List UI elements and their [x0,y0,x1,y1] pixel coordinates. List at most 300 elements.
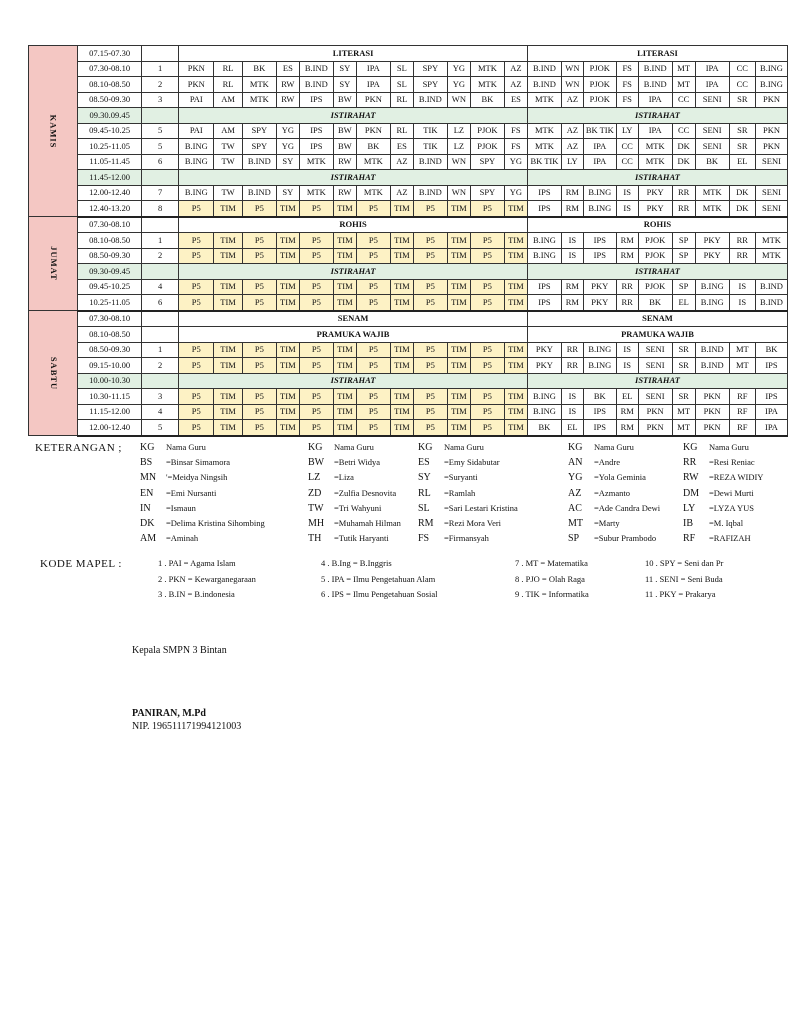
schedule-row [29,46,788,62]
schedule-cell: LY [616,123,638,139]
schedule-cell: TIM [447,389,470,405]
day-label-text: JUMAT [48,246,59,281]
schedule-cell: PKY [695,248,729,264]
teacher-name: =Muhamah Hilman [334,517,401,528]
teacher-entry [418,455,518,470]
keterangan-title: KETERANGAN ; [35,442,122,454]
teacher-column [568,440,660,546]
teacher-entry [418,440,518,455]
period-number: 2 [141,77,178,93]
period-number: 1 [141,342,178,358]
activity-bar-left: ISTIRAHAT [179,264,528,280]
teacher-code: MH [308,517,325,529]
schedule-cell: IS [729,279,755,295]
schedule-row [29,77,788,93]
schedule-cell: LZ [447,139,470,155]
period-number: 4 [141,279,178,295]
schedule-cell: PJOK [470,139,504,155]
teacher-entry [308,486,401,501]
schedule-cell: SENI [638,389,672,405]
schedule-cell: PKN [755,139,787,155]
teacher-name: =M. Iqbal [709,517,744,528]
schedule-cell: CC [616,154,638,170]
time-slot: 07.30-08.10 [78,311,142,327]
subject-code-entry: 6 . IPS = Ilmu Pengetahuan Sosial [321,589,438,599]
teacher-code: AM [140,533,157,545]
schedule-cell: IPS [583,404,616,420]
time-slot: 08.50-09.30 [78,342,142,358]
schedule-cell: IPA [755,404,787,420]
schedule-grid [28,45,788,437]
schedule-cell: TIM [504,279,527,295]
principal-name: PANIRAN, M.Pd [132,708,206,719]
schedule-cell: RF [729,404,755,420]
teacher-name: =Sari Lestari Kristina [444,502,518,513]
schedule-cell: B.IND [638,61,672,77]
schedule-cell: CC [672,92,695,108]
schedule-cell: PKY [583,279,616,295]
schedule-cell: WN [561,77,583,93]
schedule-cell: TIM [214,248,243,264]
schedule-cell: IPA [695,77,729,93]
schedule-cell: P5 [242,389,276,405]
schedule-cell: PKY [638,185,672,201]
schedule-cell: TIM [504,342,527,358]
schedule-cell: P5 [413,389,447,405]
time-slot: 10.25-11.05 [78,139,142,155]
schedule-cell: RW [276,92,299,108]
schedule-row [29,170,788,186]
day-label-text: SABTU [48,356,59,390]
schedule-cell: PJOK [583,77,616,93]
schedule-cell: P5 [470,389,504,405]
schedule-cell: IPS [299,123,333,139]
schedule-cell: ES [390,139,413,155]
activity-bar-right: ISTIRAHAT [527,170,787,186]
schedule-cell: FS [504,139,527,155]
schedule-cell: AZ [504,61,527,77]
schedule-cell: SENI [755,185,787,201]
time-slot: 10.25-11.05 [78,295,142,311]
schedule-cell: BK [470,92,504,108]
teacher-entry [418,470,518,485]
schedule-cell: IPS [527,201,561,217]
period-number: 7 [141,185,178,201]
schedule-cell: TIM [276,279,299,295]
teacher-entry [140,501,265,516]
schedule-cell: TIM [504,201,527,217]
schedule-cell: SY [276,154,299,170]
schedule-cell: TIM [390,248,413,264]
schedule-cell: RF [729,420,755,436]
schedule-cell: MTK [356,154,390,170]
period-number: 3 [141,389,178,405]
schedule-cell: TIM [333,358,356,374]
schedule-cell: B.IND [527,61,561,77]
schedule-cell: TIK [413,139,447,155]
schedule-cell: P5 [356,201,390,217]
schedule-cell: IPA [638,123,672,139]
time-slot: 08.50-09.30 [78,248,142,264]
schedule-cell: TIM [504,295,527,311]
schedule-row [29,108,788,124]
day-label-text: KAMIS [48,114,59,148]
schedule-cell: PKN [356,123,390,139]
schedule-cell: TIM [504,389,527,405]
schedule-cell: B.ING [583,358,616,374]
schedule-cell: B.ING [179,185,214,201]
schedule-cell: RL [214,77,243,93]
schedule-cell: P5 [179,233,214,249]
schedule-cell: CC [729,61,755,77]
schedule-cell: P5 [470,233,504,249]
period-number [141,217,178,233]
schedule-cell: RM [616,248,638,264]
schedule-cell: P5 [413,404,447,420]
teacher-name: Nama Guru [166,442,206,452]
subject-code-entry: 11 . SENI = Seni Buda [645,573,723,584]
teacher-code: IB [683,517,693,529]
teacher-code: BW [308,457,325,469]
schedule-cell: B.ING [527,248,561,264]
schedule-cell: P5 [356,389,390,405]
schedule-cell: ES [276,61,299,77]
schedule-cell: B.ING [527,233,561,249]
schedule-cell: P5 [299,404,333,420]
schedule-cell: TIM [214,358,243,374]
schedule-cell: MTK [527,139,561,155]
schedule-row [29,404,788,420]
schedule-cell: WN [447,154,470,170]
schedule-cell: RR [672,201,695,217]
schedule-cell: YG [504,154,527,170]
schedule-cell: TIM [276,233,299,249]
teacher-name: =Rezi Mora Veri [444,517,502,528]
teacher-name: =Liza [334,472,354,483]
schedule-cell: B.ING [583,201,616,217]
schedule-cell: SPY [413,61,447,77]
schedule-cell: RL [214,61,243,77]
schedule-cell: P5 [299,233,333,249]
teacher-code: KG [683,442,698,453]
schedule-cell: SENI [695,139,729,155]
schedule-cell: P5 [470,404,504,420]
schedule-cell: TIM [333,248,356,264]
time-slot: 10.00-10.30 [78,373,142,389]
period-number: 3 [141,92,178,108]
schedule-row [29,185,788,201]
schedule-cell: IS [561,233,583,249]
teacher-entry [568,531,660,546]
schedule-cell: TIM [504,358,527,374]
schedule-cell: P5 [179,420,214,436]
schedule-cell: TIM [390,295,413,311]
schedule-cell: EL [561,420,583,436]
schedule-cell: PKY [583,295,616,311]
schedule-cell: TIM [333,420,356,436]
subject-code-entry: 4 . B.Ing = B.Inggris [321,558,392,568]
schedule-cell: P5 [299,295,333,311]
schedule-cell: IPA [638,92,672,108]
schedule-cell: MTK [695,201,729,217]
schedule-cell: TIM [276,389,299,405]
time-slot: 08.10-08.50 [78,77,142,93]
schedule-cell: IPA [356,61,390,77]
schedule-cell: SR [729,92,755,108]
schedule-cell: MTK [356,185,390,201]
schedule-cell: B.ING [527,404,561,420]
schedule-cell: TIM [390,358,413,374]
time-slot: 11.45-12.00 [78,170,142,186]
schedule-cell: P5 [299,248,333,264]
time-slot: 11.15-12.00 [78,404,142,420]
schedule-cell: SPY [242,139,276,155]
schedule-cell: YG [447,77,470,93]
schedule-cell: CC [729,77,755,93]
schedule-cell: BK TIK [583,123,616,139]
schedule-cell: TIM [276,358,299,374]
schedule-cell: SR [672,358,695,374]
schedule-row [29,279,788,295]
teacher-name: =Ade Candra Dewi [594,502,661,513]
schedule-cell: MTK [299,185,333,201]
subject-code-entry: 5 . IPA = Ilmu Pengetahuan Alam [321,573,436,584]
schedule-cell: B.ING [695,279,729,295]
teacher-name: =Subur Prambodo [594,533,657,544]
schedule-cell: MT [672,420,695,436]
teacher-name: =Ramlah [444,487,476,498]
schedule-cell: PKY [638,201,672,217]
schedule-row [29,139,788,155]
activity-bar-right: SENAM [527,311,787,327]
schedule-cell: P5 [179,201,214,217]
schedule-cell: B.IND [413,92,447,108]
schedule-cell: RM [561,201,583,217]
time-slot: 09.45-10.25 [78,123,142,139]
subject-code-entry: 2 . PKN = Kewarganegaraan [158,573,256,584]
schedule-cell: IPA [583,139,616,155]
schedule-row [29,154,788,170]
schedule-cell: TIM [390,389,413,405]
schedule-cell: P5 [356,404,390,420]
schedule-cell: SR [729,139,755,155]
schedule-cell: P5 [179,389,214,405]
schedule-cell: PKY [527,358,561,374]
teacher-name: =Zulfia Desnovita [334,487,397,498]
period-number: 1 [141,61,178,77]
schedule-cell: TW [214,185,243,201]
schedule-cell: TIM [447,248,470,264]
teacher-code: SY [418,472,431,484]
schedule-cell: RR [616,295,638,311]
schedule-cell: TIM [276,201,299,217]
activity-bar-left: LITERASI [179,46,528,62]
teacher-entry [683,440,763,455]
period-number [141,373,178,389]
schedule-cell: MTK [638,139,672,155]
schedule-cell: B.IND [755,279,787,295]
subject-code-entry: 10 . SPY = Seni dan Pr [645,558,724,568]
teacher-entry [418,501,518,516]
schedule-cell: B.ING [583,342,616,358]
day-label [29,217,78,311]
schedule-cell: PJOK [583,61,616,77]
schedule-cell: IS [616,358,638,374]
schedule-cell: BW [333,92,356,108]
teacher-entry [683,501,763,516]
schedule-cell: TIM [447,358,470,374]
schedule-cell: TIM [447,201,470,217]
schedule-cell: AZ [561,92,583,108]
teacher-entry [308,501,401,516]
schedule-cell: RR [616,279,638,295]
schedule-cell: YG [276,139,299,155]
teacher-code: LY [683,502,696,514]
schedule-cell: P5 [299,201,333,217]
teacher-name: =Delima Kristina Sihombing [166,517,265,528]
schedule-cell: AM [214,123,243,139]
schedule-cell: MT [672,404,695,420]
teacher-code: RL [418,487,431,499]
schedule-row [29,295,788,311]
schedule-cell: RM [616,404,638,420]
schedule-cell: IPS [299,139,333,155]
schedule-row [29,233,788,249]
schedule-cell: IS [561,404,583,420]
schedule-cell: PKN [638,404,672,420]
schedule-cell: SL [390,61,413,77]
teacher-code: LZ [308,472,321,484]
teacher-code: SP [568,533,580,545]
teacher-entry [683,486,763,501]
schedule-cell: TIM [333,279,356,295]
schedule-cell: P5 [356,420,390,436]
schedule-cell: RL [390,92,413,108]
schedule-cell: MTK [755,233,787,249]
schedule-cell: FS [504,123,527,139]
schedule-cell: AZ [504,77,527,93]
schedule-cell: PKN [638,420,672,436]
teacher-code: EN [140,487,154,499]
schedule-cell: B.ING [755,77,787,93]
subject-code-entry: 9 . TIK = Informatika [515,589,589,599]
schedule-cell: B.IND [638,77,672,93]
schedule-cell: B.ING [695,295,729,311]
teacher-entry [568,455,660,470]
teacher-name: =Emy Sidabutar [444,457,500,468]
activity-bar-right: ISTIRAHAT [527,108,787,124]
teacher-name: Nama Guru [334,442,374,452]
schedule-cell: IPS [527,295,561,311]
schedule-cell: TIM [276,248,299,264]
schedule-cell: RM [561,279,583,295]
schedule-cell: P5 [470,420,504,436]
period-number: 1 [141,233,178,249]
schedule-cell: DK [729,201,755,217]
schedule-cell: TIM [214,233,243,249]
teacher-code: RW [683,472,699,484]
teacher-name: =Suryanti [444,472,478,483]
schedule-cell: TIM [390,279,413,295]
teacher-entry [418,516,518,531]
schedule-cell: IPS [527,185,561,201]
schedule-cell: IPS [755,389,787,405]
teacher-code: KG [568,442,583,453]
schedule-cell: IPS [583,233,616,249]
schedule-cell: IPS [755,358,787,374]
schedule-cell: BK [583,389,616,405]
schedule-cell: RM [616,233,638,249]
schedule-cell: B.IND [242,185,276,201]
subject-code-entry: 11 . PKY = Prakarya [645,589,716,599]
teacher-entry [683,470,763,485]
teacher-code: BS [140,457,153,469]
schedule-cell: RR [729,248,755,264]
schedule-cell: PKN [755,92,787,108]
schedule-cell: P5 [356,358,390,374]
schedule-cell: TIM [447,420,470,436]
teacher-code: RM [418,517,434,529]
schedule-cell: TIM [214,389,243,405]
time-slot: 08.50-09.30 [78,92,142,108]
schedule-cell: P5 [179,295,214,311]
schedule-cell: P5 [413,342,447,358]
schedule-cell: RR [672,185,695,201]
schedule-cell: MT [729,342,755,358]
teacher-name: '=Meidya Ningsih [166,472,228,483]
schedule-cell: IPA [755,420,787,436]
schedule-cell: TIM [504,248,527,264]
schedule-cell: P5 [179,358,214,374]
schedule-cell: YG [276,123,299,139]
schedule-cell: MT [729,358,755,374]
schedule-cell: SP [672,233,695,249]
schedule-cell: P5 [413,233,447,249]
teacher-entry [418,531,518,546]
principal-nip: NIP. 196511171994121003 [132,721,242,732]
schedule-cell: TIM [333,233,356,249]
schedule-cell: EL [672,295,695,311]
schedule-cell: MTK [755,248,787,264]
schedule-cell: MTK [527,123,561,139]
teacher-entry [140,455,265,470]
schedule-cell: RW [333,154,356,170]
teacher-column [308,440,401,546]
teacher-name: =RAFIZAH [709,533,751,544]
kode-mapel-title: KODE MAPEL : [40,558,122,570]
time-slot: 12.40-13.20 [78,201,142,217]
schedule-cell: P5 [299,342,333,358]
teacher-column [683,440,763,546]
schedule-row [29,92,788,108]
schedule-cell: RM [616,420,638,436]
schedule-cell: P5 [299,358,333,374]
teacher-entry [308,455,401,470]
teacher-code: TH [308,533,322,545]
teacher-entry [568,440,660,455]
teacher-code: SL [418,502,430,514]
schedule-cell: LZ [447,123,470,139]
schedule-cell: TIK [413,123,447,139]
schedule-cell: B.IND [242,154,276,170]
activity-bar-left: SENAM [179,311,528,327]
activity-bar-right: ISTIRAHAT [527,264,787,280]
subject-code-column [158,556,256,603]
schedule-row [29,358,788,374]
schedule-cell: TIM [276,404,299,420]
teacher-column [418,440,518,546]
schedule-cell: B.ING [755,61,787,77]
